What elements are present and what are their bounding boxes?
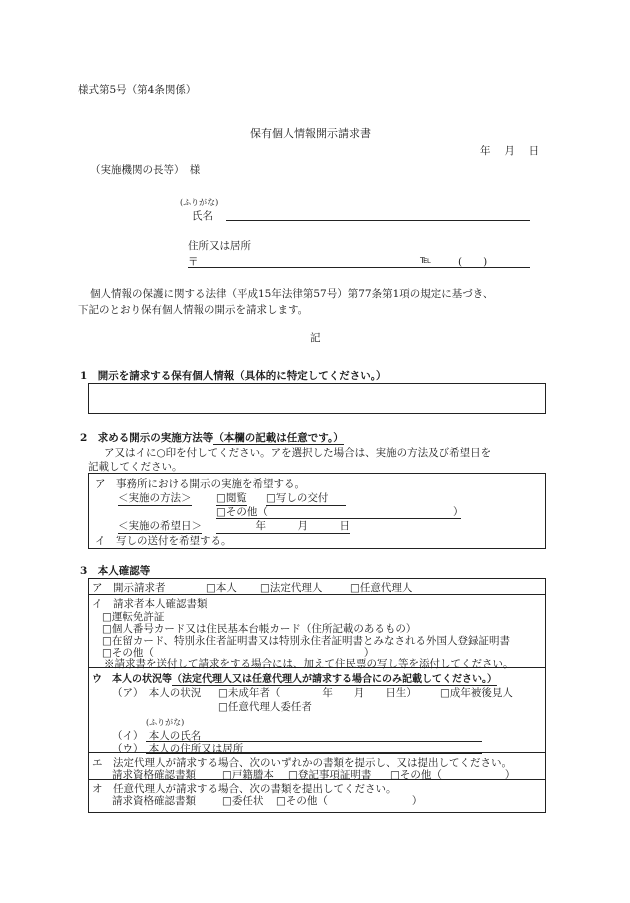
id-docs-label: イ 請求者本人確認書類	[92, 598, 208, 610]
form-number: 様式第5号（第4条関係）	[78, 84, 197, 96]
method-view-checkbox[interactable]: □閲覧	[216, 492, 247, 504]
power-of-attorney-checkbox[interactable]: □委任状	[222, 795, 264, 807]
applicant-name-field[interactable]	[226, 220, 530, 221]
requester-legal-checkbox[interactable]: □法定代理人	[260, 582, 323, 594]
voluntary-rep-other-checkbox[interactable]: □その他（ ）	[276, 795, 423, 807]
legal-rep-other-checkbox[interactable]: □その他（ ）	[390, 769, 516, 781]
principal-status-heading	[92, 670, 497, 685]
date-label: ＜実施の希望日＞	[118, 520, 202, 532]
id-doc-other[interactable]: □その他（ ）	[102, 647, 375, 659]
principal-furigana: (ふりがな)	[146, 718, 185, 727]
requester-voluntary-checkbox[interactable]: □任意代理人	[350, 582, 413, 594]
method-label: ＜実施の方法＞	[118, 492, 192, 504]
postal-mark: 〒	[188, 256, 199, 268]
mandator-checkbox[interactable]: □任意代理人委任者	[218, 701, 312, 713]
tel-paren: ( )	[458, 256, 488, 268]
method-other-checkbox[interactable]: □その他（	[216, 506, 268, 518]
requester-label: ア 開示請求者	[92, 582, 166, 594]
principal-name-label: （イ） 本人の氏名	[112, 730, 202, 742]
section2-heading	[80, 430, 344, 445]
section2-option-a[interactable]: ア 事務所における開示の実施を希望する。	[95, 478, 305, 490]
adult-ward-checkbox[interactable]: □成年被後見人	[440, 687, 513, 699]
intro-line-1: 個人情報の保護に関する法律（平成15年法律第57号）第77条第1項の規定に基づき、	[90, 288, 494, 300]
form-title: 保有個人情報開示請求書	[250, 127, 371, 140]
applicant-name-label: 氏名	[192, 210, 213, 222]
principal-status-sub-a: （ア） 本人の状況	[112, 687, 202, 699]
principal-address-field[interactable]	[146, 753, 482, 754]
section2-heading-prefix: 2 求める開示の実施方法等	[80, 432, 214, 444]
section2-instruction-2: 記載してください。	[88, 461, 183, 473]
principal-status-note: （法定代理人又は任意代理人が請求する場合にのみ記載してください。）	[172, 674, 497, 685]
legal-rep-docs-label: 請求資格確認書類	[112, 769, 196, 781]
id-doc-license[interactable]: □運転免許証	[102, 611, 165, 623]
applicant-furigana: (ふりがな)	[180, 198, 219, 207]
id-docs-note: ※請求書を送付して請求をする場合には、加えて住民票の写し等を添付してください。	[104, 658, 514, 670]
method-other-close: ）	[453, 506, 464, 518]
principal-address-label: （ウ） 本人の住所又は居所	[112, 743, 244, 755]
section1-input-box[interactable]	[88, 383, 546, 414]
id-doc-mynumber[interactable]: □個人番号カード又は住民基本台帳カード（住所記載のあるもの）	[102, 623, 417, 635]
section1-heading: 1 開示を請求する保有個人情報（具体的に特定してください。）	[80, 370, 387, 382]
date-line: 年 月 日	[480, 145, 540, 157]
minor-checkbox[interactable]: □未成年者（ 年 月 日生）	[218, 687, 417, 699]
section2-heading-note: （本欄の記載は任意です。）	[213, 432, 344, 444]
applicant-address-label: 住所又は居所	[188, 240, 251, 252]
section3-heading: 3 本人確認等	[80, 565, 151, 577]
legal-rep-text: エ 法定代理人が請求する場合、次のいずれかの書類を提示し、又は提出してください。	[92, 757, 512, 769]
intro-line-2: 下記のとおり保有個人情報の開示を請求します。	[78, 304, 309, 316]
method-copy-checkbox[interactable]: □写しの交付	[266, 490, 346, 506]
section2-instruction-1: ア又はイに○印を付してください。アを選択した場合は、実施の方法及び希望日を	[104, 447, 492, 459]
voluntary-rep-text: オ 任意代理人が請求する場合、次の書類を提出してください。	[92, 783, 397, 795]
date-fields[interactable]: 年 月 日	[216, 518, 350, 534]
tel-label: ℡	[420, 254, 432, 266]
section2-option-b[interactable]: イ 写しの送付を希望する。	[95, 535, 232, 547]
family-register-checkbox[interactable]: □戸籍謄本	[222, 769, 274, 781]
applicant-address-field[interactable]	[188, 267, 530, 268]
ki-mark: 記	[310, 332, 321, 344]
id-doc-residence[interactable]: □在留カード、特別永住者証明書又は特別永住者証明書とみなされる外国人登録証明書	[102, 635, 510, 647]
voluntary-rep-docs-label: 請求資格確認書類	[112, 795, 196, 807]
addressee: （実施機関の長等） 様	[90, 164, 201, 176]
principal-status-label: ウ 本人の状況等	[92, 674, 172, 685]
registry-cert-checkbox[interactable]: □登記事項証明書	[288, 769, 372, 781]
requester-self-checkbox[interactable]: □本人	[206, 582, 237, 594]
